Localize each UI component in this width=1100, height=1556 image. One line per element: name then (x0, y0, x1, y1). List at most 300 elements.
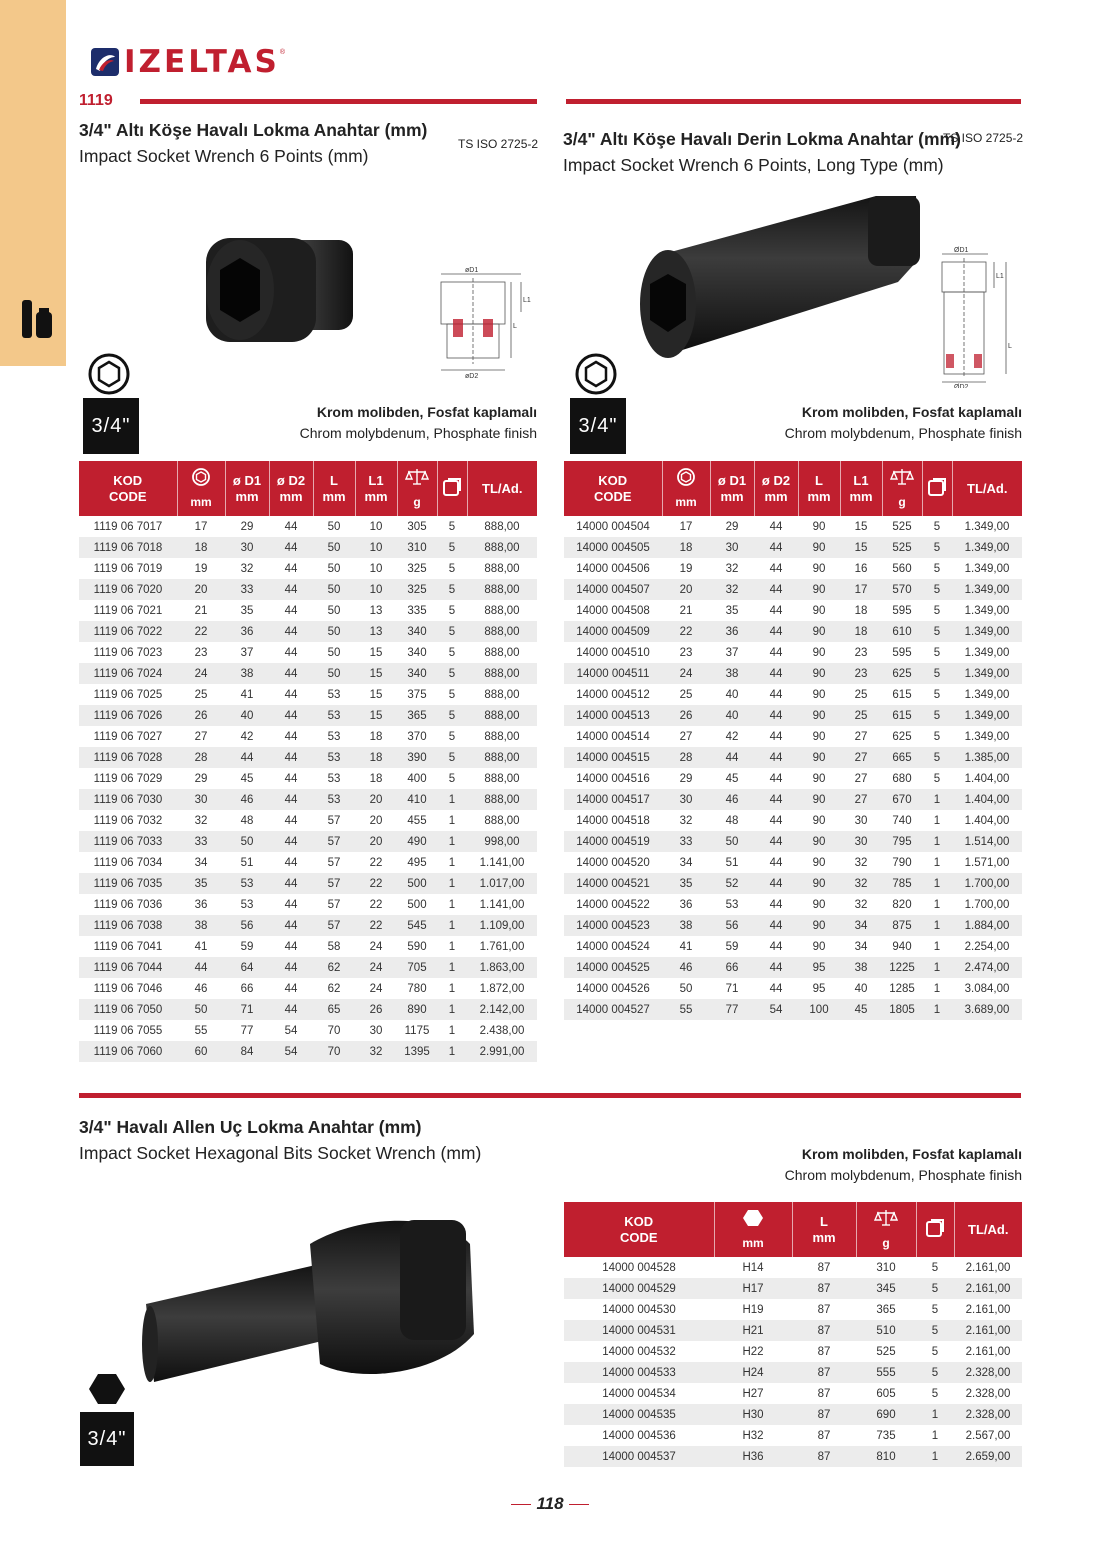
table-row (79, 1020, 537, 1041)
long-impact-socket-photo (636, 186, 922, 366)
drive-size-badge: 3/4" (83, 398, 139, 454)
table-cell: 14000 004537 (564, 1446, 714, 1467)
table-cell: 87 (792, 1446, 856, 1467)
table-cell: 340 (407, 646, 427, 659)
table-cell: 24 (662, 663, 710, 684)
table-cell: 44 (269, 663, 313, 684)
table-cell: 44 (754, 831, 798, 852)
table-cell: 45 (240, 772, 254, 785)
table-row (564, 558, 1022, 579)
table-cell: 390 (397, 747, 437, 768)
table-cell: 50 (313, 579, 355, 600)
table-cell: 15 (355, 663, 397, 684)
material-en: Chrom molybdenum, Phosphate finish (784, 1167, 1022, 1183)
table-cell: 14000 004504 (576, 520, 650, 533)
drawing-label-l1: L1 (996, 273, 1004, 280)
table-cell: 5 (916, 1320, 954, 1341)
table-cell: 52 (710, 873, 754, 894)
table-cell: 1119 06 7017 (93, 520, 163, 533)
table-row (79, 642, 537, 663)
table-cell: 5 (448, 772, 456, 785)
table-row (79, 936, 537, 957)
table-cell: 70 (313, 1041, 355, 1062)
table-cell: 84 (225, 1041, 269, 1062)
table-cell: 30 (177, 789, 225, 810)
table-cell: 1 (437, 915, 467, 936)
table-cell: 45 (725, 772, 739, 785)
table-cell: 90 (812, 856, 826, 869)
table-cell: 5 (931, 1303, 939, 1316)
table-cell: H17 (714, 1278, 792, 1299)
table-cell: 35 (240, 604, 254, 617)
table-cell: 10 (369, 520, 383, 533)
table-cell: 44 (754, 705, 798, 726)
table-cell: 5 (922, 747, 952, 768)
table-cell: 28 (662, 747, 710, 768)
table-cell: 19 (679, 562, 693, 575)
table-cell: 44 (769, 898, 783, 911)
table-cell: 44 (769, 856, 783, 869)
table-cell: 1119 06 7046 (93, 982, 163, 995)
col-price: TL/Ad. (952, 461, 1022, 516)
table-row (564, 978, 1022, 999)
table-cell: 90 (812, 940, 826, 953)
table-header-row (564, 1202, 1022, 1257)
table-cell: 1 (922, 873, 952, 894)
table-cell: 1.349,00 (964, 688, 1010, 701)
table-cell: 1.109,00 (467, 915, 537, 936)
col-d2: ø D2 mm (269, 461, 313, 516)
table-cell: 34 (854, 940, 868, 953)
table-row (79, 684, 537, 705)
section1-title-en: Impact Socket Wrench 6 Points (mm) (79, 146, 369, 166)
table-cell: 24 (369, 982, 383, 995)
table-row (79, 726, 537, 747)
table-cell: 51 (725, 856, 739, 869)
table-cell: 615 (882, 705, 922, 726)
scale-icon (405, 468, 429, 486)
table-row (79, 558, 537, 579)
table-cell: 18 (840, 621, 882, 642)
table-cell: 87 (792, 1404, 856, 1425)
table-row (564, 1362, 1022, 1383)
table-cell: 888,00 (484, 730, 520, 743)
table-cell: 490 (397, 831, 437, 852)
table-cell: 71 (225, 999, 269, 1020)
col-l: L mm (792, 1202, 856, 1257)
table-cell: 5 (931, 1387, 939, 1400)
table-row (564, 1425, 1022, 1446)
table-cell: 1119 06 7032 (93, 814, 163, 827)
table-cell: 34 (194, 856, 208, 869)
table-cell: H27 (742, 1387, 764, 1400)
table-cell: 14000 004514 (576, 730, 650, 743)
col-hex-size: mm (177, 461, 225, 516)
table-cell: 18 (369, 730, 383, 743)
table-cell: 5 (922, 579, 952, 600)
table-cell: 33 (177, 831, 225, 852)
table-cell: 87 (792, 1320, 856, 1341)
table-cell: 50 (327, 646, 341, 659)
impact-socket-photo (198, 220, 358, 350)
hex-size-icon (192, 468, 210, 486)
table-cell: H30 (714, 1404, 792, 1425)
col-d2: ø D2 mm (754, 461, 798, 516)
table-cell: 5 (437, 747, 467, 768)
table-cell: 888,00 (467, 579, 537, 600)
table-row (564, 957, 1022, 978)
table-cell: 1.884,00 (952, 915, 1022, 936)
table-cell: 58 (327, 940, 341, 953)
table-row (564, 747, 1022, 768)
table-cell: 87 (817, 1261, 831, 1274)
table-cell: 1119 06 7023 (93, 646, 163, 659)
table-cell: 14000 004528 (602, 1261, 676, 1274)
table-row (79, 957, 537, 978)
table-cell: 44 (769, 772, 783, 785)
table-cell: 44 (284, 520, 298, 533)
material-tr: Krom molibden, Fosfat kaplamalı (801, 1146, 1022, 1162)
table-cell: 5 (933, 646, 941, 659)
table-cell: 46 (662, 957, 710, 978)
table-row (564, 621, 1022, 642)
table-cell: 90 (812, 646, 826, 659)
table-cell: 888,00 (484, 772, 520, 785)
table-cell: 44 (269, 537, 313, 558)
table-cell: 1 (448, 940, 456, 953)
table-cell: 33 (225, 579, 269, 600)
table-cell: 41 (679, 940, 693, 953)
table-cell: 1 (916, 1404, 954, 1425)
table-row (79, 600, 537, 621)
table-cell: 5 (933, 604, 941, 617)
table-cell: 2.254,00 (964, 940, 1010, 953)
table-cell: 310 (397, 537, 437, 558)
series-number: 1119 (79, 92, 113, 109)
table-cell: 38 (840, 957, 882, 978)
table-cell: 23 (840, 663, 882, 684)
table-cell: 18 (369, 772, 383, 785)
table-cell: 740 (892, 814, 912, 827)
table-cell: 14000 004530 (602, 1303, 676, 1316)
table-cell: 27 (679, 730, 693, 743)
table-cell: 5 (931, 1345, 939, 1358)
table-cell: 2.161,00 (965, 1345, 1011, 1358)
table-cell: 44 (769, 940, 783, 953)
table-cell: 1119 06 7033 (79, 831, 177, 852)
table-cell: 30 (840, 831, 882, 852)
table-cell: 1.349,00 (952, 705, 1022, 726)
table-cell: 305 (407, 520, 427, 533)
table-cell: 455 (407, 814, 427, 827)
table-cell: 525 (876, 1345, 896, 1358)
table-cell: 44 (284, 730, 298, 743)
section3-spec-table (564, 1202, 1022, 1467)
table-cell: 44 (284, 604, 298, 617)
table-cell: 1119 06 7038 (79, 915, 177, 936)
table-cell: 95 (812, 982, 826, 995)
table-cell: 495 (407, 856, 427, 869)
hexagon-socket-icon (88, 353, 130, 395)
table-cell: 525 (882, 537, 922, 558)
drawing-label-l: L (1008, 343, 1012, 350)
table-cell: 340 (397, 621, 437, 642)
table-cell: 2.328,00 (954, 1404, 1022, 1425)
table-cell: 26 (177, 705, 225, 726)
table-cell: 10 (355, 537, 397, 558)
page-number-value: 118 (536, 1494, 564, 1513)
table-cell: H22 (742, 1345, 764, 1358)
table-cell: 90 (812, 898, 826, 911)
table-cell: 1 (933, 940, 941, 953)
table-cell: 1 (931, 1429, 939, 1442)
table-cell: 1119 06 7035 (79, 873, 177, 894)
table-cell: 888,00 (484, 520, 520, 533)
table-cell: 32 (840, 873, 882, 894)
table-cell: 780 (407, 982, 427, 995)
table-row (564, 600, 1022, 621)
table-cell: 1119 06 7034 (93, 856, 163, 869)
table-cell: 32 (240, 562, 254, 575)
table-cell: 38 (177, 915, 225, 936)
table-cell: 1 (448, 814, 456, 827)
table-cell: 940 (892, 940, 912, 953)
table-cell: 1119 06 7019 (93, 562, 163, 575)
table-cell: 365 (397, 705, 437, 726)
table-cell: 44 (769, 814, 783, 827)
table-cell: 33 (662, 831, 710, 852)
hex-bit-socket-photo (140, 1214, 480, 1404)
table-cell: 605 (876, 1387, 896, 1400)
table-cell: 22 (355, 915, 397, 936)
table-row (564, 1404, 1022, 1425)
table-cell: 22 (369, 898, 383, 911)
section3-title-tr: 3/4" Havalı Allen Uç Lokma Anahtar (mm) (79, 1117, 422, 1137)
table-cell: 1119 06 7029 (93, 772, 163, 785)
table-cell: 1.700,00 (952, 873, 1022, 894)
table-cell: H36 (714, 1446, 792, 1467)
table-cell: 410 (397, 789, 437, 810)
table-row (564, 936, 1022, 957)
table-cell: 5 (437, 663, 467, 684)
table-cell: 1175 (404, 1024, 430, 1037)
table-cell: 14000 004510 (576, 646, 650, 659)
table-cell: 66 (710, 957, 754, 978)
table-cell: 44 (754, 789, 798, 810)
table-cell: 23 (194, 646, 208, 659)
table-cell: 1119 06 7022 (79, 621, 177, 642)
col-d1: ø D1 mm (225, 461, 269, 516)
table-cell: 400 (407, 772, 427, 785)
table-cell: 50 (327, 520, 341, 533)
table-cell: 2.142,00 (467, 999, 537, 1020)
table-cell: 90 (798, 537, 840, 558)
table-cell: 1.141,00 (479, 898, 525, 911)
table-cell: 44 (225, 747, 269, 768)
table-cell: 14000 004508 (576, 604, 650, 617)
table-cell: 54 (754, 999, 798, 1020)
table-cell: 1.404,00 (964, 772, 1010, 785)
table-cell: 1 (437, 957, 467, 978)
table-cell: 1.349,00 (964, 730, 1010, 743)
table-cell: 55 (194, 1024, 208, 1037)
table-row (564, 810, 1022, 831)
table-cell: 24 (355, 957, 397, 978)
col-price: TL/Ad. (467, 461, 537, 516)
table-row (564, 1299, 1022, 1320)
table-row (564, 642, 1022, 663)
table-cell: 50 (327, 562, 341, 575)
table-cell: 53 (327, 772, 341, 785)
table-cell: 1.017,00 (467, 873, 537, 894)
table-cell: 46 (225, 789, 269, 810)
col-hex-size: mm (662, 461, 710, 516)
table-cell: 21 (679, 604, 693, 617)
table-cell: 18 (854, 604, 868, 617)
table-cell: 1 (922, 789, 952, 810)
table-cell: 45 (840, 999, 882, 1020)
brand-name: IZELTAS (124, 44, 280, 80)
table-cell: 22 (177, 621, 225, 642)
table-cell: 71 (725, 982, 739, 995)
table-cell: 18 (662, 537, 710, 558)
table-cell: 32 (679, 814, 693, 827)
table-cell: 44 (269, 999, 313, 1020)
table-cell: 5 (931, 1261, 939, 1274)
table-cell: 14000 004518 (576, 814, 650, 827)
table-cell: 44 (754, 873, 798, 894)
table-cell: 590 (407, 940, 427, 953)
table-cell: 16 (854, 562, 868, 575)
table-cell: 5 (916, 1278, 954, 1299)
table-cell: 57 (313, 915, 355, 936)
table-cell: 875 (882, 915, 922, 936)
table-cell: 1119 06 7028 (79, 747, 177, 768)
table-cell: 1 (933, 814, 941, 827)
table-cell: 54 (284, 1024, 298, 1037)
table-cell: 32 (355, 1041, 397, 1062)
page-number-dash (569, 1504, 589, 1505)
table-cell: 1119 06 7024 (79, 663, 177, 684)
table-cell: 35 (725, 604, 739, 617)
table-cell: 40 (710, 705, 754, 726)
table-cell: 1.514,00 (952, 831, 1022, 852)
table-cell: 57 (327, 814, 341, 827)
table-cell: 95 (798, 957, 840, 978)
table-cell: 2.991,00 (467, 1041, 537, 1062)
table-row (564, 852, 1022, 873)
table-cell: 5 (437, 705, 467, 726)
table-cell: 1.349,00 (964, 604, 1010, 617)
table-row (79, 873, 537, 894)
hex-bit-icon (742, 1209, 764, 1227)
table-cell: 888,00 (484, 562, 520, 575)
table-cell: 1 (437, 999, 467, 1020)
table-cell: 90 (798, 831, 840, 852)
scale-icon (890, 468, 914, 486)
table-cell: 44 (769, 730, 783, 743)
table-cell: 14000 004529 (564, 1278, 714, 1299)
table-cell: 40 (225, 705, 269, 726)
drawing-label-l: L (513, 323, 517, 330)
table-cell: 2.328,00 (965, 1387, 1011, 1400)
table-cell: 50 (710, 831, 754, 852)
table-cell: 1.349,00 (964, 646, 1010, 659)
table-cell: 705 (397, 957, 437, 978)
table-cell: 1.349,00 (964, 520, 1010, 533)
table-cell: 1.349,00 (952, 621, 1022, 642)
table-cell: 888,00 (467, 621, 537, 642)
table-cell: 44 (754, 747, 798, 768)
table-cell: 3.084,00 (964, 982, 1010, 995)
table-cell: 44 (269, 621, 313, 642)
table-cell: 1119 06 7018 (79, 537, 177, 558)
table-cell: 1225 (882, 957, 922, 978)
section3-title-en: Impact Socket Hexagonal Bits Socket Wrench (mm) (79, 1143, 482, 1163)
table-cell: 27 (840, 789, 882, 810)
table-cell: 28 (177, 747, 225, 768)
table-cell: 2.474,00 (952, 957, 1022, 978)
table-cell: 888,00 (484, 646, 520, 659)
table-cell: 51 (240, 856, 254, 869)
table-cell: 32 (854, 898, 868, 911)
table-cell: 90 (798, 873, 840, 894)
table-cell: 325 (407, 562, 427, 575)
table-row (79, 852, 537, 873)
table-cell: 1 (933, 982, 941, 995)
table-header-row (564, 461, 1022, 516)
col-l: L mm (313, 461, 355, 516)
table-cell: 1 (933, 898, 941, 911)
table-cell: 22 (369, 856, 383, 869)
page-number (0, 1494, 1100, 1514)
table-cell: 1 (922, 915, 952, 936)
table-cell: 998,00 (467, 831, 537, 852)
table-cell: 44 (269, 789, 313, 810)
table-cell: 785 (882, 873, 922, 894)
table-cell: 27 (194, 730, 208, 743)
table-row (564, 537, 1022, 558)
table-cell: 34 (840, 915, 882, 936)
col-pack (437, 461, 467, 516)
table-cell: 90 (812, 604, 826, 617)
table-cell: 90 (812, 730, 826, 743)
table-cell: 10 (355, 579, 397, 600)
table-cell: 2.567,00 (965, 1429, 1011, 1442)
package-icon (927, 477, 947, 497)
table-cell: 44 (754, 957, 798, 978)
table-cell: 1 (437, 831, 467, 852)
table-cell: 15 (854, 520, 868, 533)
table-cell: 14000 004523 (564, 915, 662, 936)
table-row (79, 705, 537, 726)
table-cell: 29 (725, 520, 739, 533)
table-cell: 14000 004520 (576, 856, 650, 869)
table-cell: 25 (854, 688, 868, 701)
table-cell: 14000 004507 (564, 579, 662, 600)
table-cell: 20 (355, 789, 397, 810)
table-cell: 90 (798, 789, 840, 810)
table-cell: 27 (854, 772, 868, 785)
table-row (564, 768, 1022, 789)
table-cell: 14000 004524 (576, 940, 650, 953)
table-row (564, 705, 1022, 726)
table-cell: 14000 004509 (564, 621, 662, 642)
table-cell: 3.689,00 (952, 999, 1022, 1020)
table-cell: 44 (269, 873, 313, 894)
table-cell: 50 (177, 999, 225, 1020)
table-cell: 10 (369, 562, 383, 575)
